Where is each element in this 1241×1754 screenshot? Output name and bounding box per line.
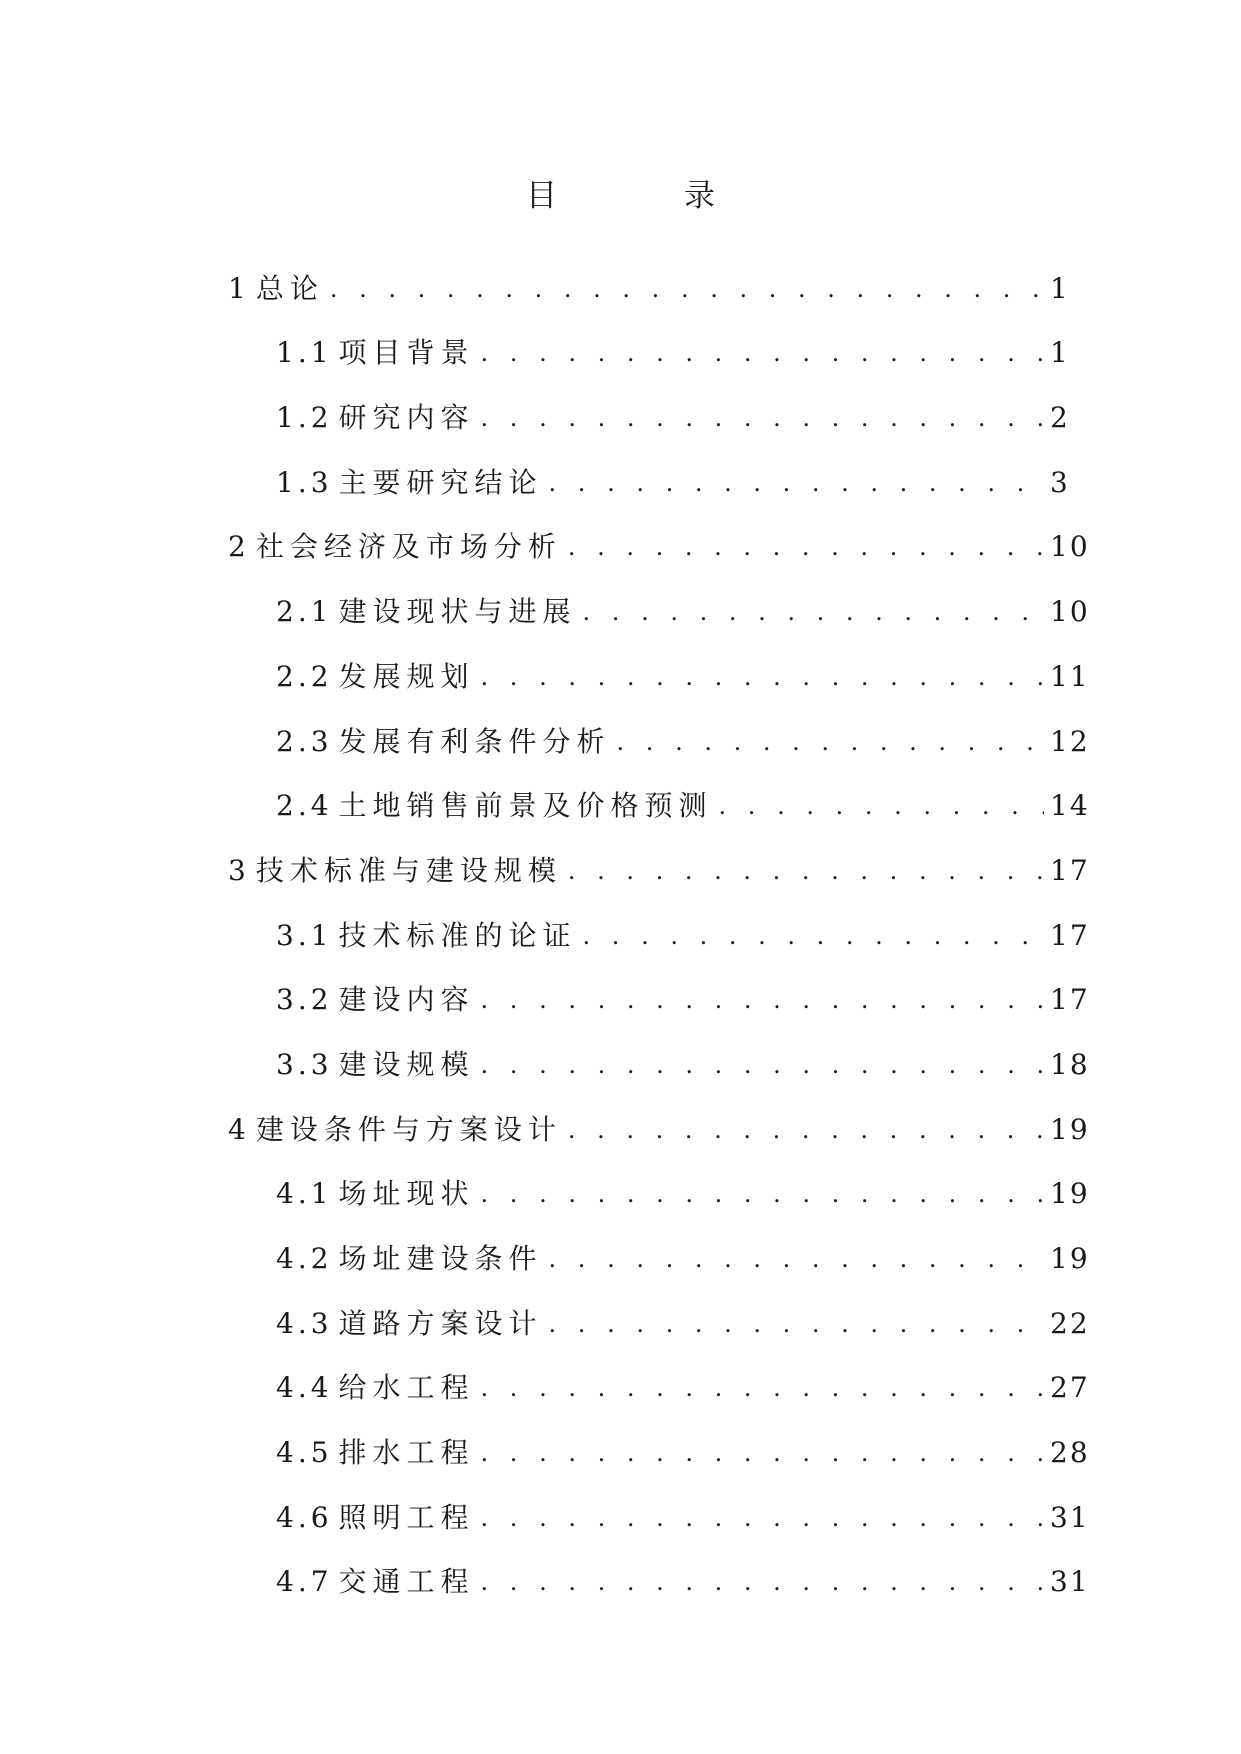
- dot-leader: [330, 269, 1044, 309]
- toc-section-entry: [228, 1214, 1090, 1279]
- toc-section-entry: [228, 1408, 1090, 1473]
- entry-page-number: 10: [1050, 530, 1090, 564]
- toc-section-entry: [228, 891, 1090, 956]
- entry-page-number: 17: [1050, 853, 1090, 887]
- entry-page-number: 22: [1050, 1306, 1090, 1340]
- entry-page-number: 2: [1050, 401, 1070, 435]
- entry-number: 2.4: [276, 789, 333, 823]
- toc-section-entry: [228, 1279, 1090, 1344]
- entry-title: 照明工程: [338, 1500, 475, 1534]
- toc-chapter-entry: [228, 503, 1090, 568]
- dot-leader: [481, 1433, 1044, 1473]
- entry-number: 1.3: [276, 465, 333, 499]
- entry-number: 2: [228, 530, 250, 564]
- entry-title: 给水工程: [338, 1371, 475, 1405]
- entry-number: 3.1: [276, 918, 333, 952]
- dot-leader: [481, 333, 1044, 373]
- entry-title: 技术标准与建设规模: [255, 853, 562, 887]
- dot-leader: [481, 980, 1044, 1020]
- entry-title: 研究内容: [338, 401, 475, 435]
- entry-page-number: 17: [1050, 918, 1090, 952]
- entry-page-number: 10: [1050, 595, 1090, 629]
- entry-number: 1: [228, 271, 250, 305]
- dot-leader: [481, 1498, 1044, 1538]
- toc-section-entry: [228, 956, 1090, 1021]
- entry-number: 4.3: [276, 1306, 333, 1340]
- entry-number: 4.7: [276, 1565, 333, 1599]
- toc-section-entry: [228, 373, 1068, 438]
- entry-title: 建设条件与方案设计: [255, 1112, 562, 1146]
- dot-leader: [719, 786, 1044, 826]
- toc-section-entry: [228, 1150, 1090, 1215]
- entry-page-number: 12: [1050, 724, 1090, 758]
- toc-section-entry: [228, 1538, 1090, 1603]
- toc-section-entry: [228, 567, 1090, 632]
- entry-page-number: 19: [1050, 1242, 1090, 1275]
- toc-chapter-entry: [228, 826, 1090, 891]
- entry-number: 4.5: [276, 1436, 333, 1470]
- toc-section-entry: [228, 762, 1090, 827]
- toc-section-entry: [228, 697, 1090, 762]
- toc-section-entry: [228, 632, 1090, 697]
- entry-page-number: 19: [1050, 1112, 1090, 1146]
- page-title: 目 录: [526, 178, 763, 214]
- entry-title: 项目背景: [338, 336, 475, 370]
- entry-number: 2.1: [276, 595, 333, 629]
- entry-number: 2.2: [276, 659, 333, 693]
- dot-leader: [568, 851, 1044, 891]
- entry-page-number: 1: [1050, 271, 1070, 305]
- toc-section-entry: [228, 309, 1068, 374]
- entry-title: 总论: [255, 271, 324, 305]
- entry-page-number: 1: [1050, 336, 1070, 370]
- toc-list: [228, 244, 1090, 1602]
- entry-title: 社会经济及市场分析: [255, 530, 562, 564]
- toc-section-entry: [228, 1020, 1090, 1085]
- entry-number: 4.4: [276, 1371, 333, 1405]
- entry-number: 1.1: [276, 336, 333, 370]
- toc-section-entry: [228, 1344, 1090, 1409]
- entry-title: 技术标准的论证: [338, 918, 577, 952]
- entry-page-number: 28: [1050, 1436, 1090, 1470]
- dot-leader: [481, 1045, 1044, 1085]
- dot-leader: [583, 592, 1044, 632]
- entry-title: 交通工程: [338, 1565, 475, 1599]
- entry-page-number: 17: [1050, 983, 1090, 1017]
- entry-page-number: 14: [1050, 789, 1090, 823]
- dot-leader: [549, 1304, 1044, 1344]
- entry-title: 建设规模: [338, 1047, 475, 1081]
- dot-leader: [481, 1174, 1044, 1214]
- entry-page-number: 27: [1050, 1371, 1090, 1405]
- entry-number: 4.2: [276, 1242, 333, 1275]
- entry-page-number: 3: [1050, 465, 1070, 499]
- entry-title: 发展规划: [338, 659, 475, 693]
- entry-number: 3: [228, 853, 250, 887]
- toc-section-entry: [228, 438, 1068, 503]
- dot-leader: [568, 1110, 1044, 1150]
- entry-number: 4.1: [276, 1177, 333, 1211]
- entry-page-number: 18: [1050, 1047, 1090, 1081]
- entry-number: 4.6: [276, 1500, 333, 1534]
- entry-title: 场址建设条件: [338, 1242, 543, 1275]
- dot-leader: [481, 398, 1044, 438]
- entry-number: 2.3: [276, 724, 333, 758]
- entry-title: 排水工程: [338, 1436, 475, 1470]
- entry-title: 建设内容: [338, 983, 475, 1017]
- dot-leader: [481, 657, 1044, 697]
- dot-leader: [481, 1562, 1044, 1602]
- dot-leader: [617, 722, 1044, 762]
- entry-page-number: 11: [1050, 659, 1090, 693]
- toc-chapter-entry: [228, 1085, 1090, 1150]
- entry-title: 发展有利条件分析: [338, 724, 611, 758]
- dot-leader: [583, 916, 1044, 956]
- entry-number: 3.3: [276, 1047, 333, 1081]
- toc-section-entry: [228, 1473, 1090, 1538]
- dot-leader: [549, 1239, 1044, 1279]
- entry-page-number: 19: [1050, 1177, 1090, 1211]
- entry-title: 主要研究结论: [338, 465, 543, 499]
- dot-leader: [481, 1368, 1044, 1408]
- entry-number: 4: [228, 1112, 250, 1146]
- entry-page-number: 31: [1050, 1565, 1090, 1599]
- entry-number: 1.2: [276, 401, 333, 435]
- entry-title: 建设现状与进展: [338, 595, 577, 629]
- entry-number: 3.2: [276, 983, 333, 1017]
- entry-title: 道路方案设计: [338, 1306, 543, 1340]
- entry-title: 场址现状: [338, 1177, 475, 1211]
- entry-title: 土地销售前景及价格预测: [338, 789, 713, 823]
- entry-page-number: 31: [1050, 1500, 1090, 1534]
- toc-chapter-entry: [228, 244, 1068, 309]
- dot-leader: [568, 527, 1044, 567]
- dot-leader: [549, 463, 1044, 503]
